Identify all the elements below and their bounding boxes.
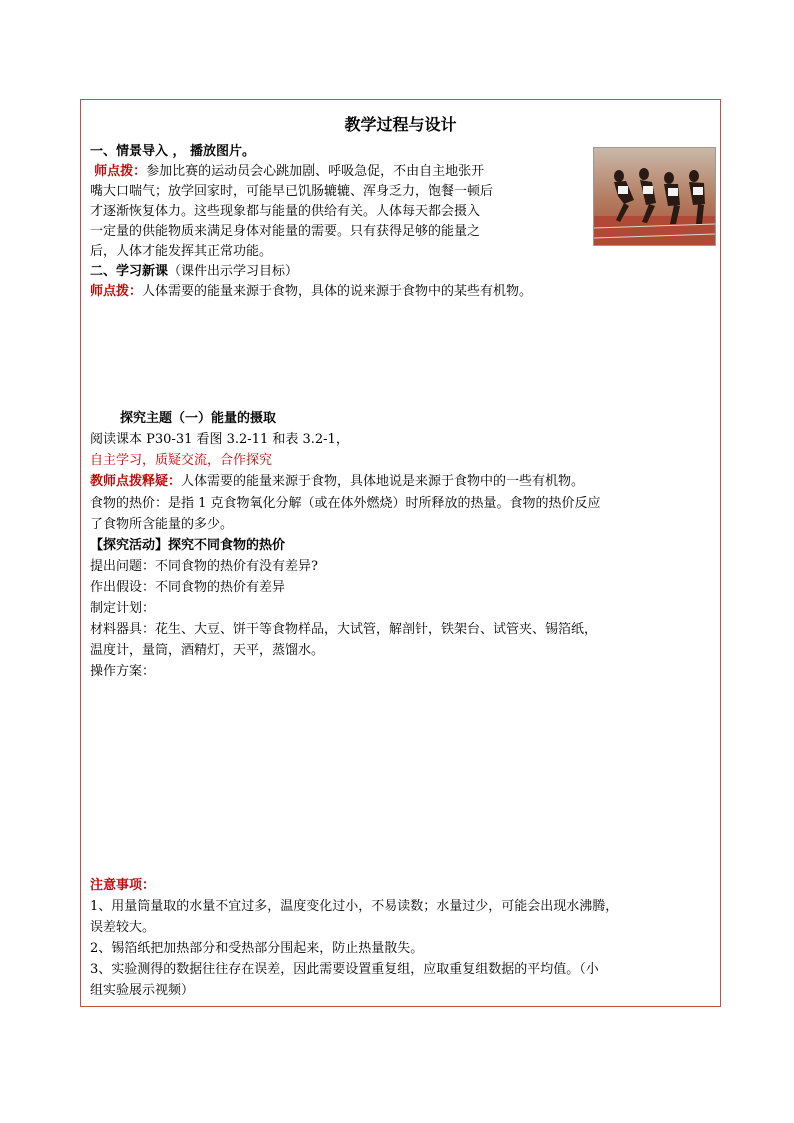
- page-title: 教学过程与设计: [344, 115, 457, 134]
- section1-line-3: 才逐渐恢复体力。这些现象都与能量的供给有关。人体每天都会摄入: [90, 204, 481, 219]
- sprinters-photo: [593, 147, 716, 246]
- materials-line-2: 温度计，量筒，酒精灯，天平，蒸馏水。: [90, 643, 325, 658]
- topic-reading: 阅读课本 P30-31 看图 3.2-11 和表 3.2-1，: [90, 432, 349, 447]
- section2-line: 师点拨：人体需要的能量来源于食物，具体的说来源于食物中的某些有机物。: [90, 284, 533, 299]
- topic-motto: 自主学习，质疑交流，合作探究: [90, 453, 273, 468]
- notes-heading: 注意事项：: [90, 878, 156, 893]
- note3-line-1: 3、实验测得的数据往往存在误差，因此需要设置重复组，应取重复组数据的平均值。（小: [90, 962, 599, 977]
- calorie-line-1: 食物的热价：是指 1 克食物氧化分解（或在体外燃烧）时所释放的热量。食物的热价反应: [90, 496, 601, 511]
- procedure-line: 操作方案：: [90, 664, 156, 679]
- note2-line: 2、锡箔纸把加热部分和受热部分围起来，防止热量散失。: [90, 941, 424, 956]
- calorie-line-2: 了食物所含能量的多少。: [90, 517, 234, 532]
- section1-heading: 一、情景导入 ， 播放图片。: [90, 144, 256, 159]
- section1-line-5: 后，人体才能发挥其正常功能。: [90, 244, 273, 259]
- topic-heading: 探究主题（一）能量的摄取: [120, 411, 277, 426]
- question-line: 提出问题：不同食物的热价有没有差异?: [90, 559, 318, 574]
- hypothesis-line: 作出假设：不同食物的热价有差异: [90, 580, 286, 595]
- section1-line-4: 一定量的供能物质来满足身体对能量的需要。只有获得足够的能量之: [90, 224, 481, 239]
- activity-heading: 【探究活动】探究不同食物的热价: [90, 538, 286, 553]
- note3-line-2: 组实验展示视频）: [90, 983, 195, 998]
- lesson-frame: [80, 99, 721, 1007]
- note1-line-2: 误差较大。: [90, 920, 156, 935]
- plan-line: 制定计划：: [90, 601, 156, 616]
- section1-line-1: 师点拨：参加比赛的运动员会心跳加剧、呼吸急促，不由自主地张开: [94, 164, 485, 179]
- section2-heading: 二、学习新课（课件出示学习目标）: [90, 264, 299, 279]
- section1-line-2: 嘴大口喘气；放学回家时，可能早已饥肠辘辘、浑身乏力，饱餐一顿后: [90, 184, 494, 199]
- section2-label: 师点拨：: [90, 284, 143, 299]
- teacher-label: 教师点拨释疑：: [90, 474, 182, 489]
- teacher-note: 教师点拨释疑：人体需要的能量来源于食物，具体地说是来源于食物中的一些有机物。: [90, 474, 585, 489]
- note1-line-1: 1、用量筒量取的水量不宜过多，温度变化过小，不易读数；水量过少，可能会出现水沸腾，: [90, 899, 619, 914]
- section1-label: 师点拨：: [94, 164, 147, 179]
- materials-line-1: 材料器具：花生、大豆、饼干等食物样品，大试管，解剖针，铁架台、试管夹、锡箔纸，: [90, 622, 598, 637]
